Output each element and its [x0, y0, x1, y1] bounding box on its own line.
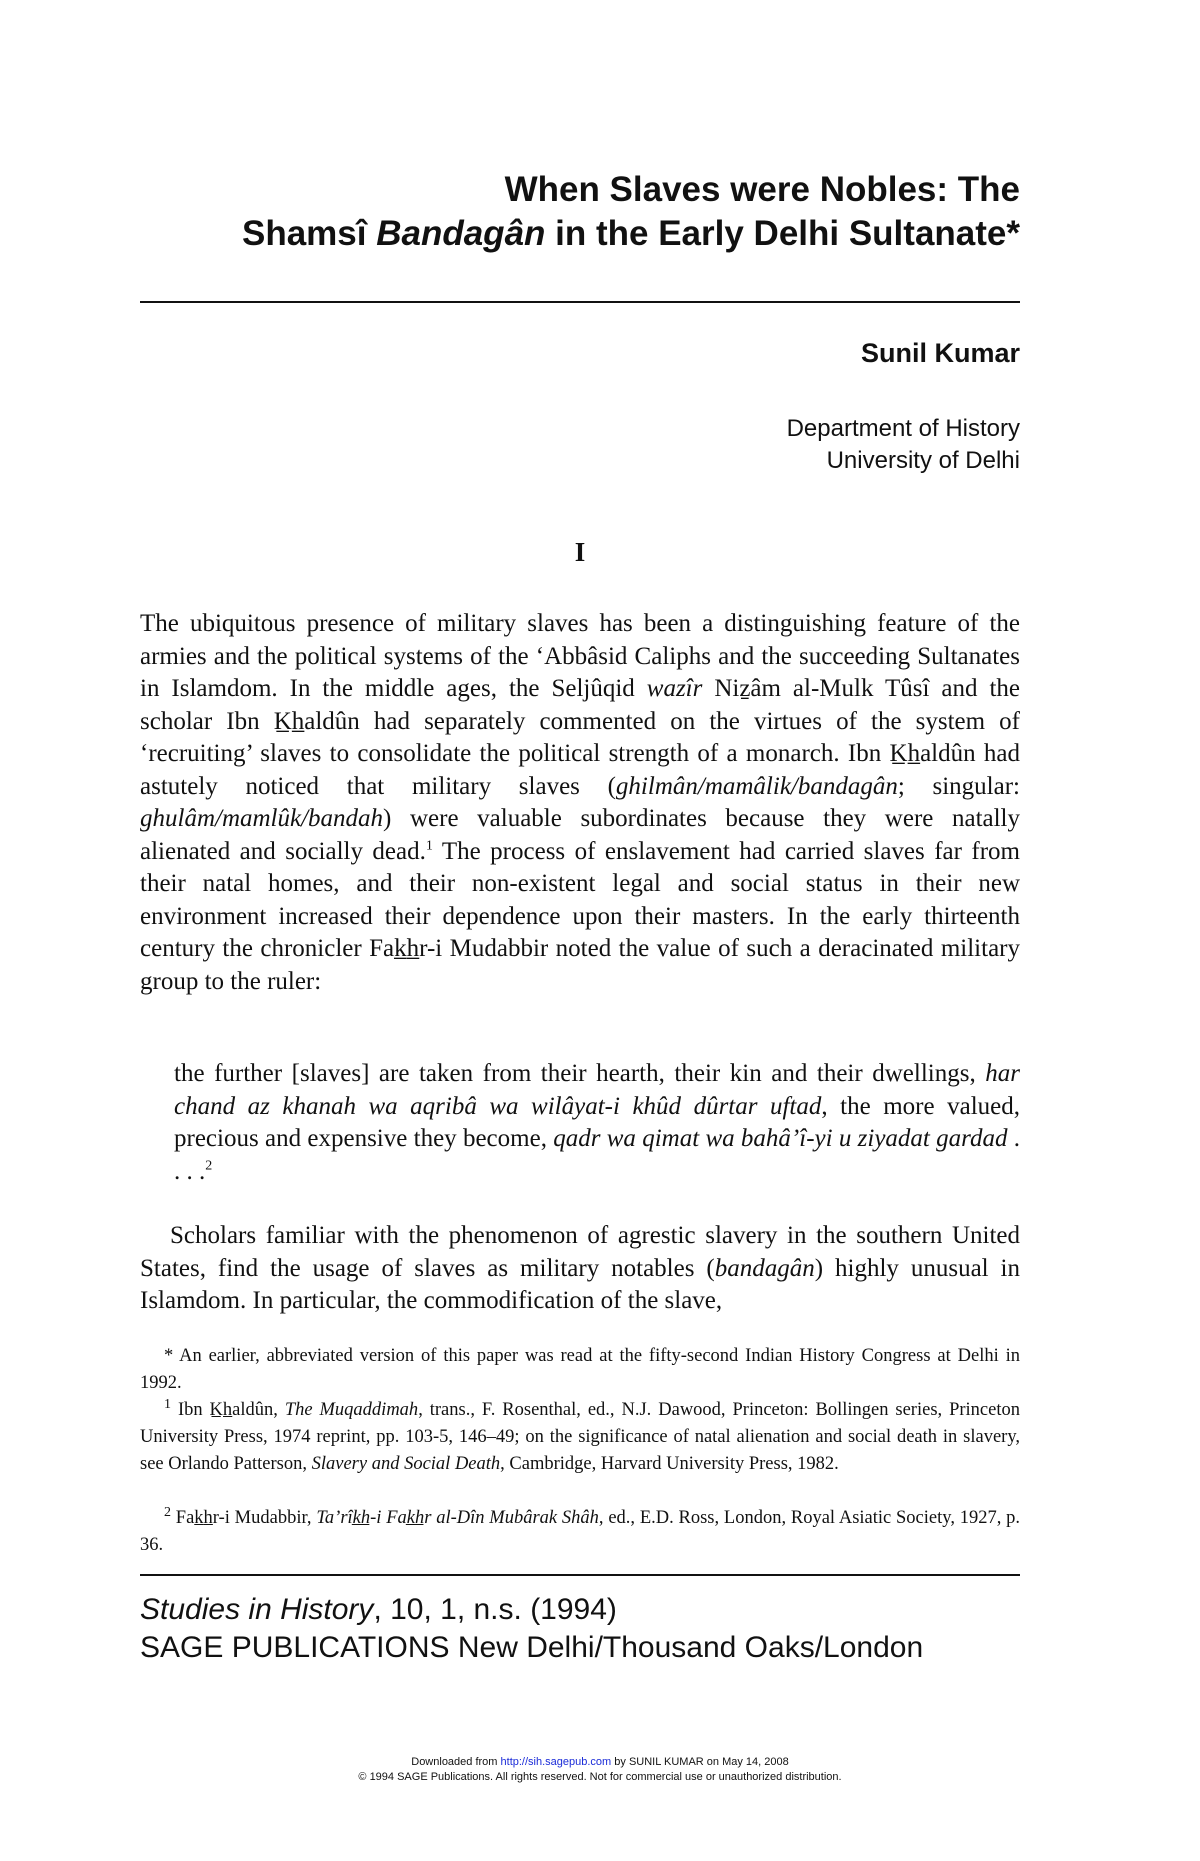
section-heading: I: [574, 537, 586, 567]
italic-term: qadr wa qimat wa bahâ’î-yi u ziyadat gardad: [553, 1125, 1008, 1152]
title-rule: [140, 301, 1020, 303]
text: by SUNIL KUMAR on May 14, 2008: [611, 1756, 789, 1768]
text: Ibn K̲h̲aldûn,: [171, 1400, 285, 1420]
text: , the more valued, precious and expensive they become,: [174, 1092, 1020, 1152]
body-paragraph-1: [140, 608, 1020, 998]
body-paragraph-2: [140, 1220, 1020, 1318]
text: , Cambridge, Harvard University Press, 1982.: [500, 1454, 839, 1474]
footnote-star: * An earlier, abbreviated version of this paper was read at the fifty-second Indian History Congress at Delhi in 1992.: [140, 1346, 1020, 1393]
italic-title: Ta’rîk̲h̲-i Fak̲h̲r al-Dîn Mubârak Shâh: [316, 1508, 599, 1528]
italic-term: har chand az khanah wa aqribâ wa wilâyat-i khûd dûrtar uftad: [174, 1060, 1020, 1120]
footnote-ref: 2: [205, 1158, 213, 1174]
text: Niẕâm al-Mulk Tûsî and the scholar Ibn K̲h̲aldûn had separately commented on the virtues of the system of ‘recruiting’ slaves to consolidate the political strength of a monarch. Ibn K̲h̲aldûn had astutely noticed that military slaves (: [140, 675, 1020, 800]
text: The process of enslavement had carried slaves far from their natal homes, and their non-existent legal and social status in their new environment increased their dependence upon their masters. In the early thirteenth century the chronicler Fak̲h̲r-i Mudabbir noted the value of such a deracinated military group to the ruler:: [140, 837, 1020, 995]
footnote-ref: 1: [425, 838, 433, 854]
text: Downloaded from: [411, 1756, 501, 1768]
journal-citation: [140, 1591, 1040, 1629]
footnote-1: [140, 1397, 1020, 1478]
footnote-mark: 1: [164, 1396, 171, 1412]
text: ) were valuable subordinates because they were natally alienated and socially dead.: [140, 805, 1020, 865]
article-title-line-2: [140, 212, 1020, 256]
italic-term: wazîr: [646, 675, 703, 702]
text: , trans., F. Rosenthal, ed., N.J. Dawood, Princeton: Bollingen series, Princeton University Press, 1974 reprint, pp. 103-5, 146–49; on the significance of natal alienation and social death in slavery, see Orlando Patterson,: [140, 1400, 1020, 1474]
text: the further [slaves] are taken from their hearth, their kin and their dwellings,: [174, 1060, 986, 1087]
text: The ubiquitous presence of military slaves has been a distinguishing feature of the armies and the political systems of the ‘Abbâsid Caliphs and the succeeding Sultanates in Islamdom. In the middle ages, the Seljûqid: [140, 610, 1020, 702]
italic-term: ghulâm/mamlûk/bandah: [140, 805, 384, 832]
footnote-mark: 2: [164, 1504, 171, 1520]
source-link[interactable]: http://sih.sagepub.com: [500, 1756, 612, 1768]
copyright-notice: © 1994 SAGE Publications. All rights reserved. Not for commercial use or unauthorized distribution.: [358, 1771, 842, 1783]
text: ; singular:: [897, 772, 1020, 800]
title-italic-term: Bandagân: [376, 214, 546, 253]
article-title-line-1: When Slaves were Nobles: The: [504, 170, 1020, 209]
author-name: Sunil Kumar: [860, 338, 1020, 368]
text: Scholars familiar with the phenomenon of agrestic slavery in the southern United States, find the usage of slaves as military notables (: [140, 1222, 1020, 1282]
italic-term: ghilmân/mamâlik/bandagân: [615, 772, 898, 800]
journal-issue: , 10, 1, n.s. (1994): [373, 1593, 617, 1626]
title-text: in the Early Delhi Sultanate*: [545, 214, 1020, 253]
author-department: Department of History: [786, 415, 1020, 442]
italic-term: bandagân: [714, 1254, 815, 1282]
text: . . . .: [174, 1125, 1020, 1185]
text: , ed., E.D. Ross, London, Royal Asiatic Society, 1927, p. 36.: [140, 1508, 1021, 1555]
italic-title: Slavery and Social Death: [311, 1454, 501, 1474]
italic-title: The Muqaddimah: [284, 1400, 419, 1420]
footer-rule: [140, 1574, 1020, 1576]
publisher-line: SAGE PUBLICATIONS New Delhi/Thousand Oaks/London: [140, 1631, 924, 1664]
block-quote: [174, 1058, 1020, 1188]
footnote-2: [140, 1505, 1020, 1559]
author-university: University of Delhi: [826, 447, 1020, 474]
text: ) highly unusual in Islamdom. In particular, the commodification of the slave,: [140, 1254, 1020, 1314]
journal-name: Studies in History: [140, 1593, 374, 1626]
title-text: Shamsî: [241, 214, 377, 253]
download-notice: [0, 1755, 1200, 1769]
text: Fak̲h̲r-i Mudabbir,: [171, 1508, 317, 1528]
